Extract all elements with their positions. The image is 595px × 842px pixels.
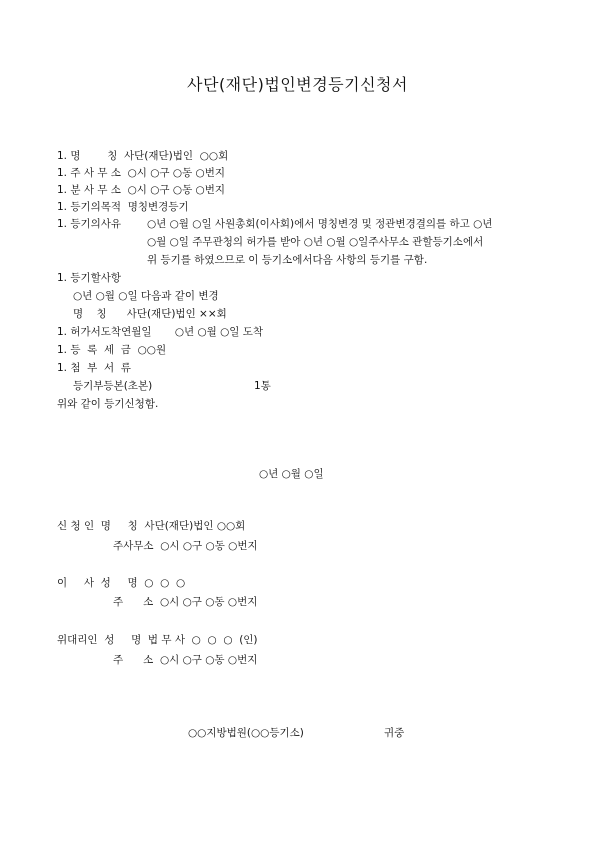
item-reason-label: 1. 등기의사유 — [57, 218, 122, 230]
recipient-honorific: 귀중 — [384, 727, 405, 739]
agent-name-line: 위대리인 성 명 법 무 사 ○ ○ ○ (인) — [57, 634, 258, 646]
closing-statement: 위와 같이 등기신청함. — [57, 398, 159, 410]
applicant-address-line: 주사무소 ○시 ○구 ○동 ○번지 — [113, 540, 258, 552]
director-address-line: 주 소 ○시 ○구 ○동 ○번지 — [113, 596, 258, 608]
item-main-office: 1. 주 사 무 소 ○시 ○구 ○동 ○번지 — [57, 167, 225, 179]
applicant-name-line: 신 청 인 명 칭 사단(재단)법인 ○○회 — [57, 520, 246, 532]
item-attachments-label: 1. 첨 부 서 류 — [57, 362, 131, 374]
agent-address-line: 주 소 ○시 ○구 ○동 ○번지 — [113, 654, 258, 666]
item-reason-line1: ○년 ○월 ○일 사원총회(이사회)에서 명칭변경 및 정관변경결의를 하고 ○년 — [147, 218, 493, 230]
item-purpose: 1. 등기의목적 명칭변경등기 — [57, 201, 189, 213]
attachment-doc: 등기부등본(초본) — [73, 380, 153, 392]
application-date: ○년 ○월 ○일 — [259, 468, 324, 480]
document-title: 사단(재단)법인변경등기신청서 — [187, 75, 408, 94]
item-matters-line2: 명 칭 사단(재단)법인 ××회 — [73, 308, 227, 320]
item-registration-tax: 1. 등 록 세 금 ○○원 — [57, 344, 167, 356]
attachment-count: 1통 — [254, 380, 271, 392]
item-branch-office: 1. 분 사 무 소 ○시 ○구 ○동 ○번지 — [57, 184, 225, 196]
item-reason-line2: ○월 ○일 주무관청의 허가를 받아 ○년 ○월 ○일주사무소 관할등기소에서 — [147, 236, 484, 248]
item-permit-date: 1. 허가서도착연월일 ○년 ○월 ○일 도착 — [57, 326, 264, 338]
court-name: ○○지방법원(○○등기소) — [188, 727, 304, 739]
item-reason-line3: 위 등기를 하였으므로 이 등기소에서다음 사항의 등기를 구함. — [147, 254, 428, 266]
item-matters-label: 1. 등기할사항 — [57, 272, 122, 284]
item-matters-line1: ○년 ○월 ○일 다음과 같이 변경 — [73, 290, 219, 302]
director-name-line: 이 사 성 명 ○ ○ ○ — [57, 577, 186, 589]
item-name: 1. 명 칭 사단(재단)법인 ○○회 — [57, 150, 229, 162]
